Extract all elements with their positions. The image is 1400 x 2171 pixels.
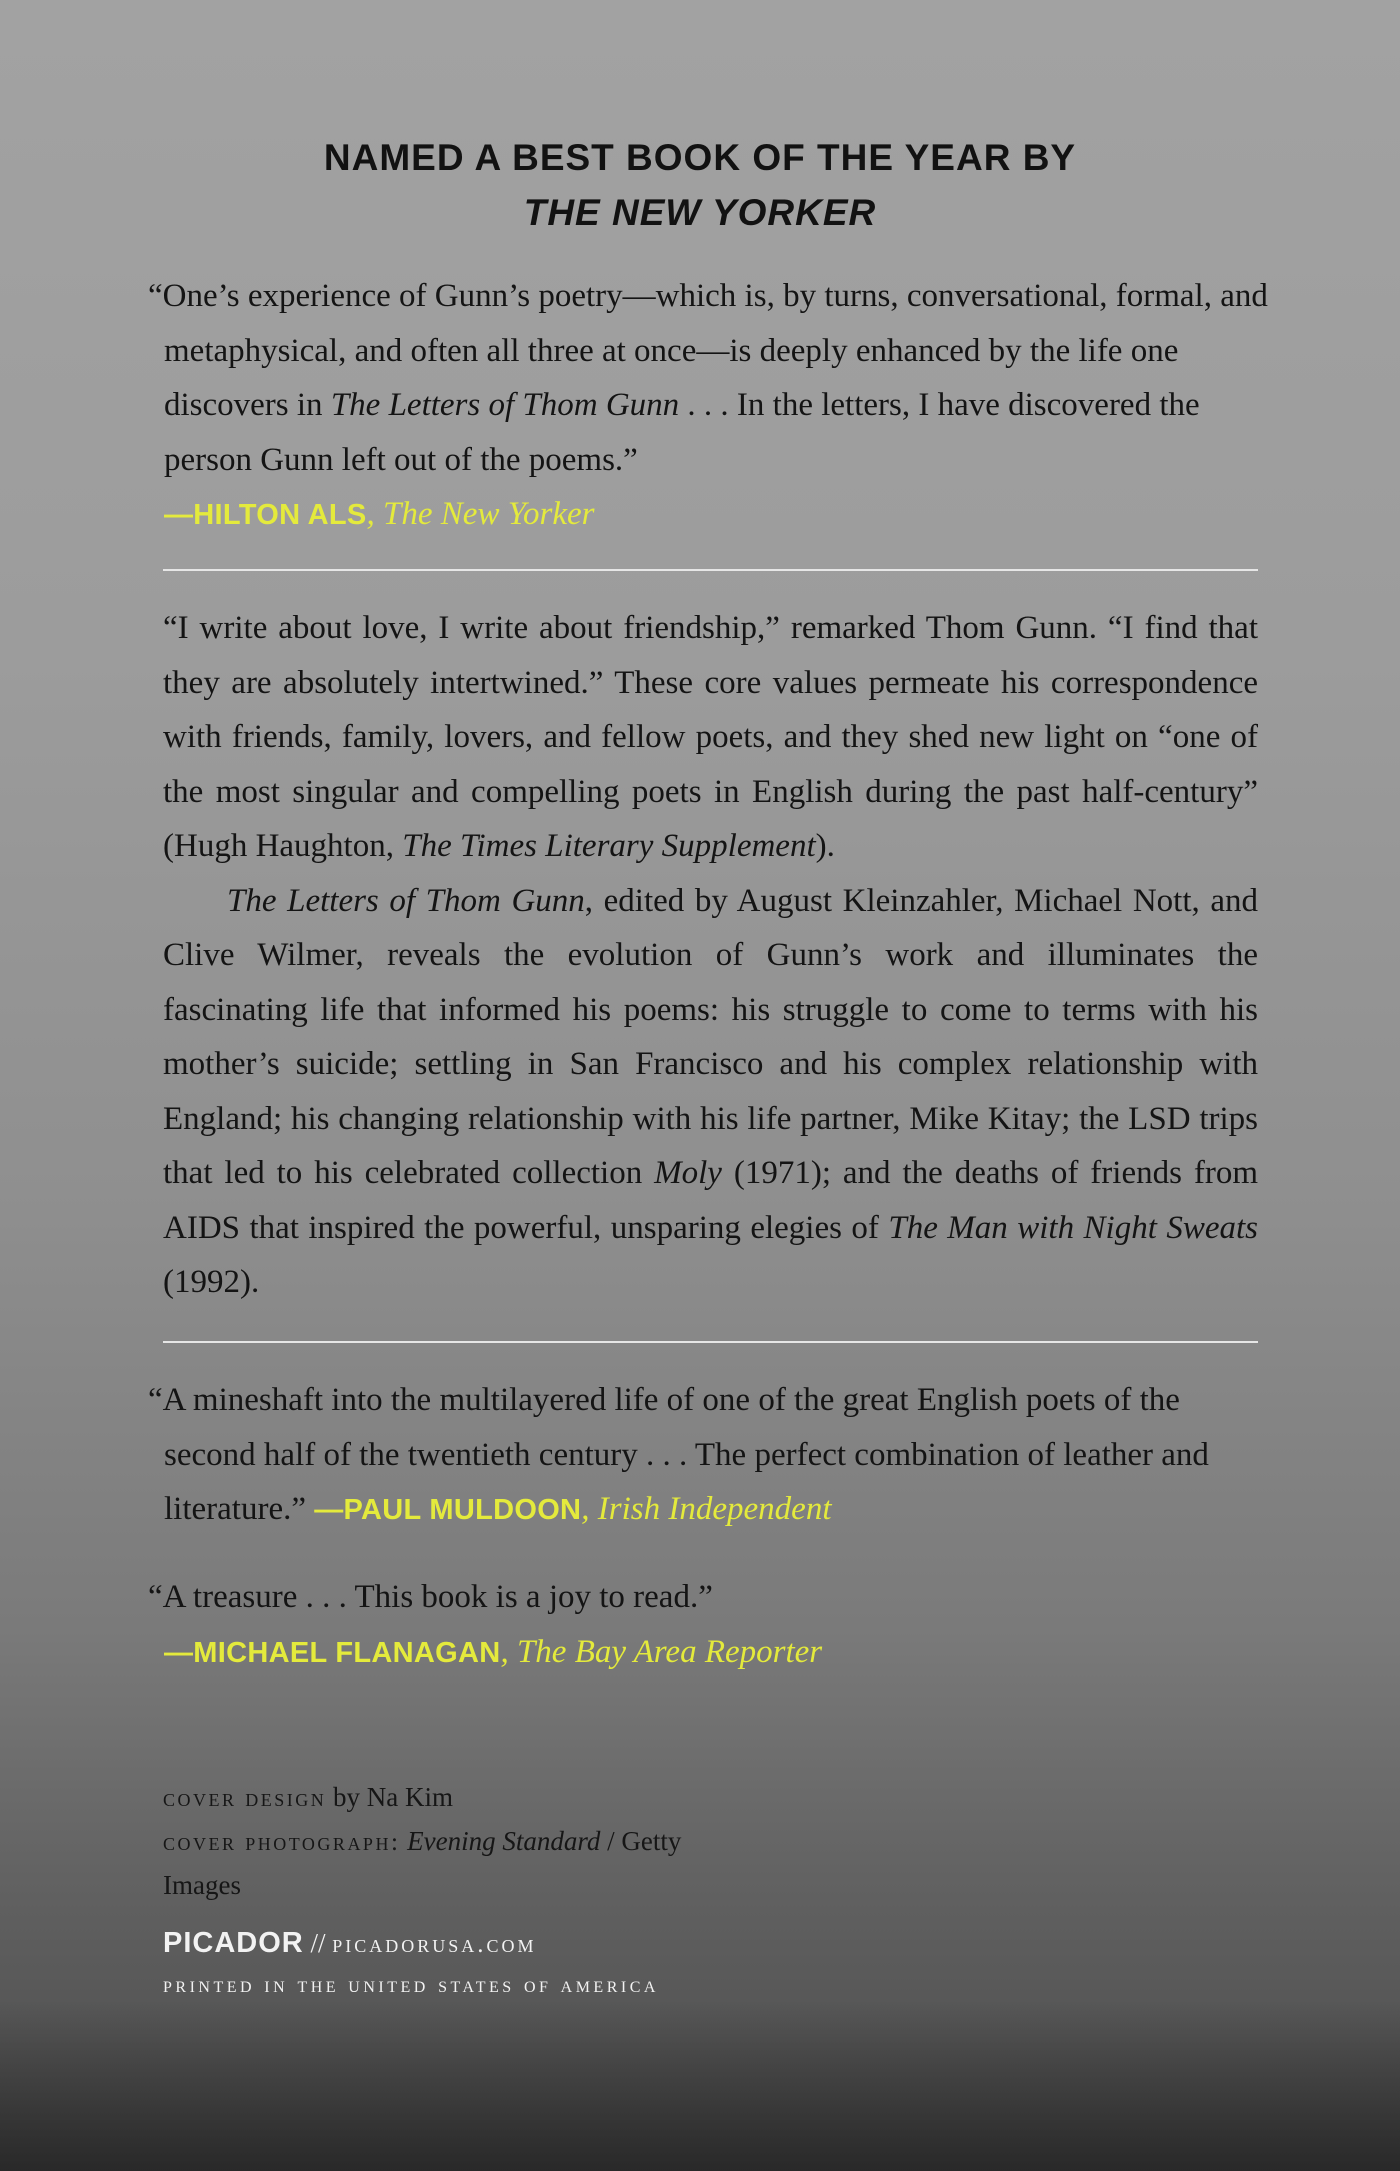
quote-text: “One’s experience of Gunn’s poetry—which is, by turns, conversational, formal, and metaphysical, and often all three at once—is deeply enhanced by the life one discovers in bbox=[148, 278, 1268, 423]
review-quote-michael-flanagan bbox=[148, 1570, 1274, 1680]
headline-line-1: NAMED A BEST BOOK OF THE YEAR BY bbox=[323, 137, 1077, 178]
quote-source: The Bay Area Reporter bbox=[516, 1633, 823, 1670]
review-quote-hilton-als bbox=[148, 269, 1274, 543]
quote-text: “A treasure . . . This book is a joy to read.” bbox=[148, 1579, 713, 1615]
quote-text-end: . . . In the letters, I have discovered the person Gunn left out of the poems.” bbox=[164, 387, 1200, 478]
publisher-line bbox=[163, 1923, 683, 1965]
quote-sep: , bbox=[366, 496, 384, 532]
cover-design-credit: cover design by Na Kim bbox=[163, 1782, 453, 1812]
quote-source: The New Yorker bbox=[383, 496, 595, 532]
quote-author: —HILTON ALS bbox=[164, 499, 367, 531]
quote-sep: , bbox=[500, 1633, 517, 1670]
cover-photo-credit: cover photograph: Evening Standard / Getty Images bbox=[163, 1826, 682, 1900]
quote-text: “A mineshaft into the multilayered life of one of the great English poets of the second half of the twentieth century . . . The perfect combination of leather and literature.” bbox=[148, 1382, 1209, 1527]
skyline-photo-shadow bbox=[0, 2001, 1400, 2171]
divider-rule-1 bbox=[163, 569, 1258, 571]
review-quote-paul-muldoon bbox=[148, 1373, 1274, 1538]
cover-credits bbox=[163, 1776, 703, 1907]
publisher-logo: PICADOR bbox=[163, 1927, 304, 1959]
divider-rule-2 bbox=[163, 1341, 1258, 1343]
quote-author: —MICHAEL FLANAGAN bbox=[164, 1636, 501, 1669]
quote-sep: , bbox=[581, 1491, 598, 1527]
description-paragraph-2: The Letters of Thom Gunn, edited by August Kleinzahler, Michael Nott, and Clive Wilmer, reveals the evolution of Gunn’s work and illuminates the fascinating life that informed his poems: his struggle to come to terms with his mother’s suicide; settling in San Francisco and his complex relationship with England; his changing relationship with his life partner, Mike Kitay; the LSD trips that led to his celebrated collection Moly (1971); and the deaths of friends from AIDS that inspired the powerful, unsparing elegies of The Man with Night Sweats (1992). bbox=[163, 882, 1259, 1300]
book-description bbox=[163, 601, 1258, 1310]
printed-in-usa: printed in the united states of america bbox=[163, 1972, 659, 1997]
publisher-url: picadorusa.com bbox=[332, 1931, 537, 1958]
award-headline bbox=[0, 130, 1400, 240]
quote-book-title: The Letters of Thom Gunn bbox=[330, 387, 680, 423]
publisher-sep: // bbox=[303, 1928, 333, 1958]
publisher-block bbox=[163, 1923, 683, 2005]
description-paragraph-1: “I write about love, I write about friendship,” remarked Thom Gunn. “I find that they are absolutely intertwined.” These core values permeate his correspondence with friends, family, lovers, and fellow poets, and they shed new light on “one of the most singular and compelling poets in English during the past half-century” (Hugh Haughton, The Times Literary Supplement). bbox=[163, 610, 1258, 864]
quote-source: Irish Independent bbox=[597, 1491, 832, 1527]
headline-line-2: THE NEW YORKER bbox=[523, 192, 877, 233]
quote-author: —PAUL MULDOON bbox=[314, 1494, 582, 1526]
